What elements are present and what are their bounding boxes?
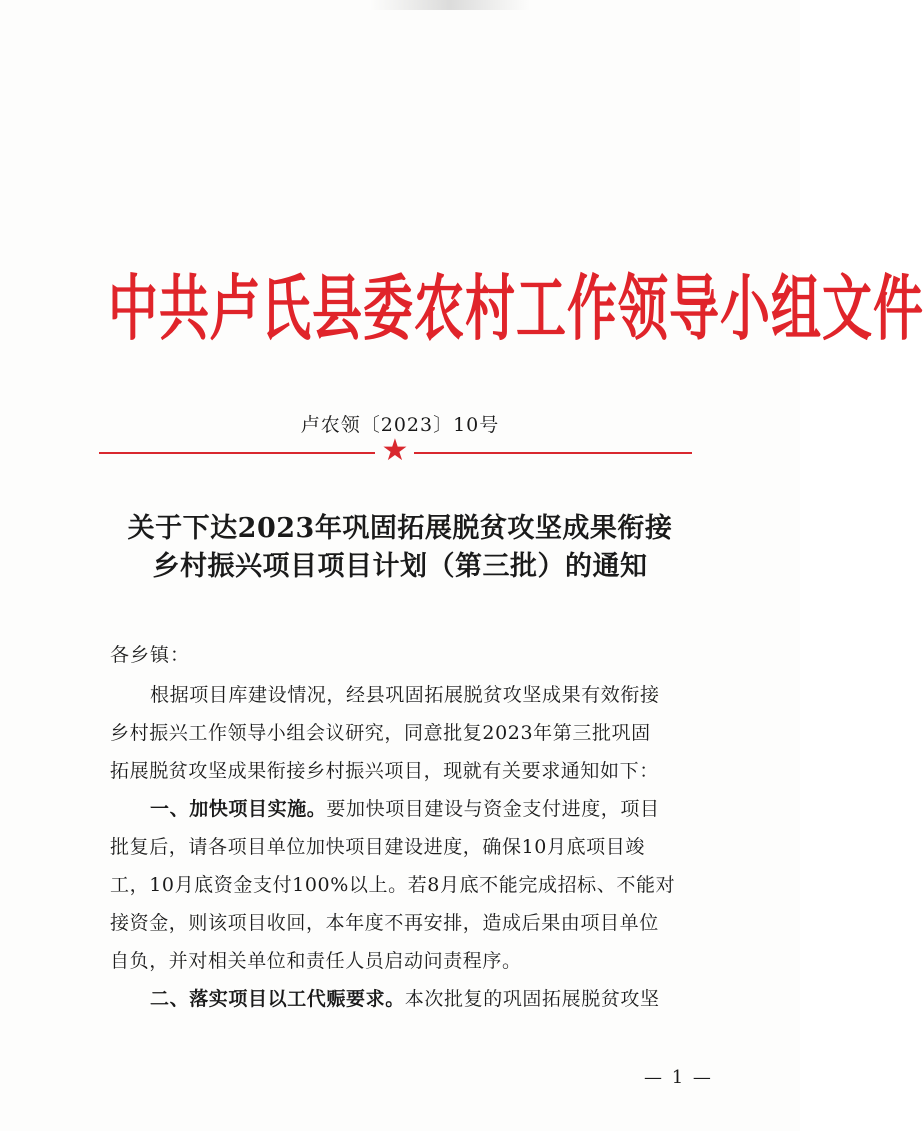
red-divider-right <box>414 452 692 454</box>
intro-line-3: 拓展脱贫攻坚成果衔接乡村振兴项目，现就有关要求通知如下： <box>110 760 659 782</box>
section1-line-1 <box>150 794 710 821</box>
intro-line-1: 根据项目库建设情况，经县巩固拓展脱贫攻坚成果有效衔接 <box>150 684 660 706</box>
document-title-line-1: 关于下达2023年巩固拓展脱贫攻坚成果衔接 <box>127 513 673 544</box>
section1-line-4: 接资金，则该项目收回，本年度不再安排，造成后果由项目单位 <box>110 912 659 934</box>
salutation: 各乡镇： <box>110 644 191 666</box>
section2-text-1: 本次批复的巩固拓展脱贫攻坚 <box>404 988 660 1010</box>
section1-line-2: 批复后，请各项目单位加快项目建设进度，确保10月底项目竣 <box>110 836 645 858</box>
section1-line-5: 自负，并对相关单位和责任人员启动问责程序。 <box>110 950 522 972</box>
document-title-line-2: 乡村振兴项目项目计划（第三批）的通知 <box>152 551 648 582</box>
red-divider-left <box>99 452 375 454</box>
section1-text-1: 要加快项目建设与资金支付进度，项目 <box>326 798 660 820</box>
section2-line-1 <box>150 984 710 1011</box>
section2-heading: 二、落实项目以工代赈要求。 <box>150 988 405 1010</box>
red-star-icon: ★ <box>381 433 409 468</box>
section1-heading: 一、加快项目实施。 <box>150 798 327 820</box>
section1-line-3: 工，10月底资金支付100%以上。若8月底不能完成招标、不能对 <box>110 874 676 896</box>
document-masthead: 中共卢氏县委农村工作领导小组文件 <box>108 267 924 351</box>
intro-line-2: 乡村振兴工作领导小组会议研究，同意批复2023年第三批巩固 <box>110 722 651 744</box>
document-number: 卢农领〔2023〕10号 <box>300 414 500 436</box>
scan-smudge <box>370 0 530 10</box>
page-number: — 1 — <box>644 1067 713 1088</box>
